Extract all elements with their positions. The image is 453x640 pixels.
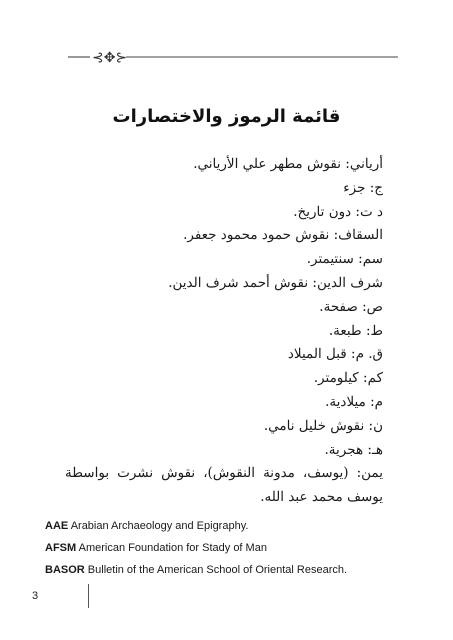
- abbreviation-item: ق. م: قبل الميلاد: [287, 346, 383, 363]
- abbreviation-code: BASOR: [45, 564, 85, 576]
- abbreviation-item: هـ: هجرية.: [324, 441, 383, 458]
- page-number-divider: [88, 584, 89, 608]
- page-number: 3: [32, 590, 39, 602]
- page-title: قائمة الرموز والاختصارات: [112, 106, 341, 127]
- abbreviation-expansion: Arabian Archaeology and Epigraphy.: [70, 520, 249, 532]
- abbreviation-code: AFSM: [45, 542, 77, 554]
- english-abbreviation-item: [45, 515, 425, 537]
- abbreviation-item: كم: كيلومتر.: [313, 370, 383, 387]
- abbreviation-item: ج: جزء: [343, 179, 383, 196]
- abbreviation-item: ط: طبعة.: [328, 322, 383, 339]
- english-abbreviation-item: [45, 537, 425, 559]
- arabic-abbreviation-list: [65, 153, 383, 510]
- english-abbreviation-list: [45, 515, 425, 581]
- abbreviation-item: ن: نقوش خليل نامي.: [263, 417, 383, 434]
- abbreviation-item: سم: سنتيمتر.: [306, 251, 383, 268]
- abbreviation-expansion: Bulletin of the American School of Oriental Research.: [87, 564, 348, 576]
- abbreviation-item: شرف الدين: نقوش أحمد شرف الدين.: [168, 274, 383, 291]
- abbreviation-expansion: American Foundation for Stady of Man: [78, 542, 267, 554]
- abbreviation-item: أرياني: نقوش مطهر علي الأرياني.: [193, 156, 383, 172]
- abbreviation-item: يمن: (يوسف، مدونة النقوش)، نقوش نشرت بواسطة يوسف محمد عبد الله.: [65, 465, 383, 506]
- abbreviation-code: AAE: [45, 520, 69, 532]
- abbreviation-item: السقاف: نقوش حمود محمود جعفر.: [183, 227, 383, 244]
- abbreviation-item: ص: صفحة.: [319, 298, 383, 315]
- abbreviation-item: د ت: دون تاريخ.: [293, 203, 383, 220]
- svg-text:⊰✥⊱: ⊰✥⊱: [92, 50, 128, 66]
- english-abbreviation-item: [45, 559, 425, 581]
- header-ornament: [68, 46, 398, 68]
- abbreviation-item: م: ميلادية.: [325, 393, 383, 410]
